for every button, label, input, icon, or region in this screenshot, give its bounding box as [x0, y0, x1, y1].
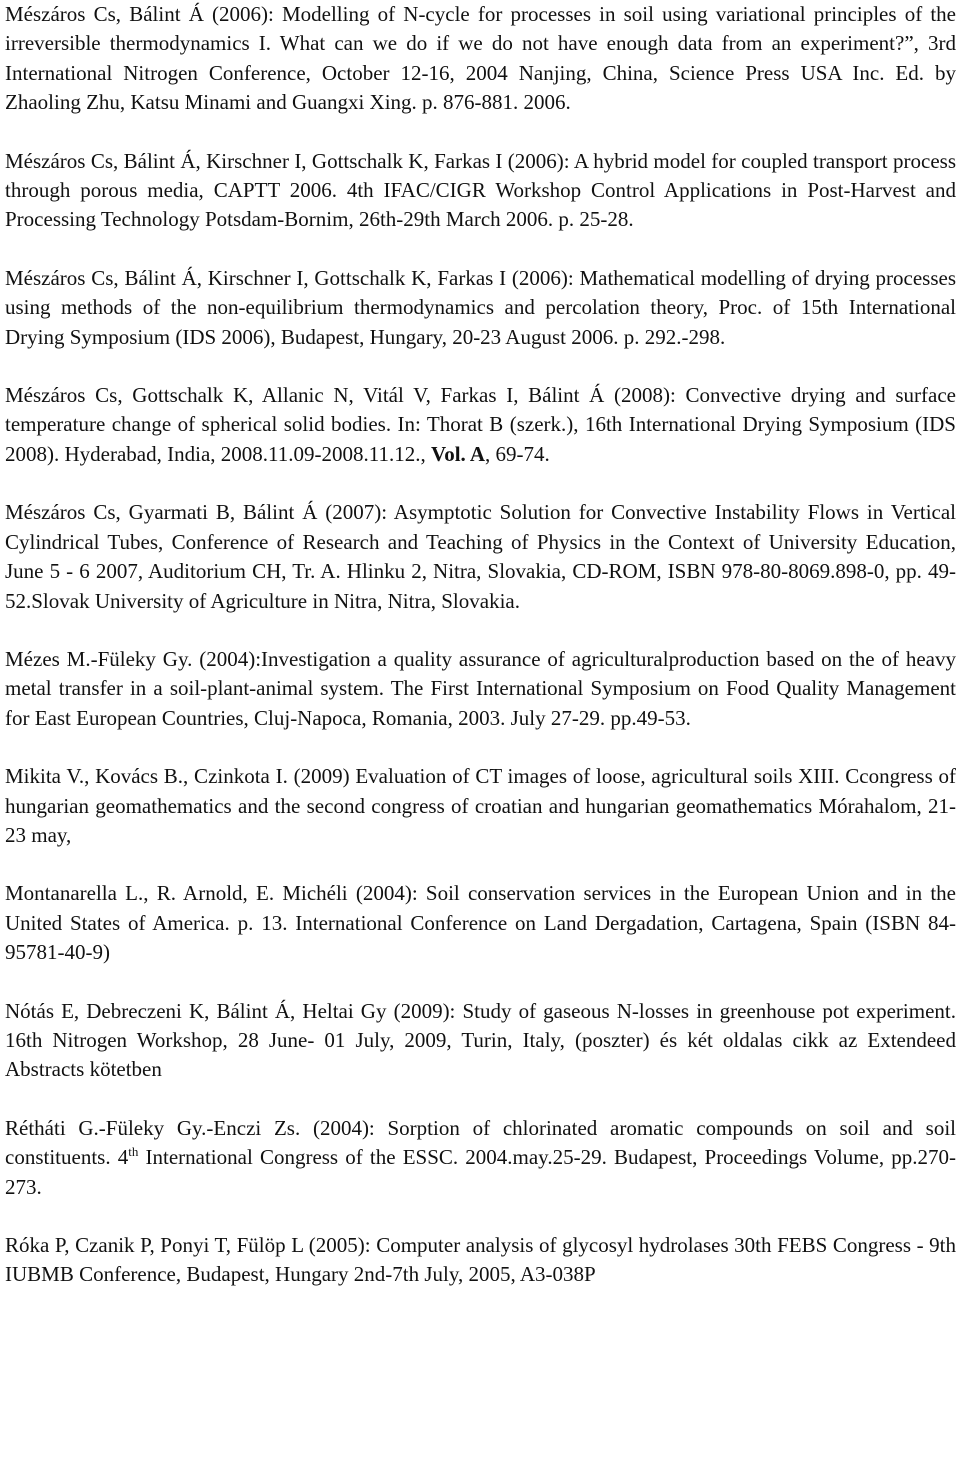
reference-entry: Mézes M.-Füleky Gy. (2004):Investigation a quality assurance of agriculturalproduction based on the of heavy metal transfer in a soil-plant-animal system. The First International Symposium on Food Quality Management for East European Countries, Cluj-Napoca, Romania, 2003. July 27-29. pp.49-53.: [5, 646, 956, 730]
ordinal-superscript: th: [128, 1144, 139, 1160]
reference-entry: Nótás E, Debreczeni K, Bálint Á, Heltai Gy (2009): Study of gaseous N-losses in greenhouse pot experiment. 16th Nitrogen Workshop, 28 June- 01 July, 2009, Turin, Italy, (poszter) és két oldalas cikk az Extendeed Abstracts kötetben: [5, 998, 956, 1082]
reference-entry: [5, 1114, 956, 1202]
reference-entry: Mészáros Cs, Gyarmati B, Bálint Á (2007): Asymptotic Solution for Convective Instability Flows in Vertical Cylindrical Tubes, Conference of Research and Teaching of Physics in the Context of University Education, June 5 - 6 2007, Auditorium CH, Tr. A. Hlinku 2, Nitra, Slovakia, CD-ROM, ISBN 978-80-8069.898-0, pp. 49-52.Slovak University of Agriculture in Nitra, Nitra, Slovakia.: [5, 500, 956, 613]
reference-pages: , 69-74.: [485, 441, 550, 466]
reference-text-tail: International Congress of the ESSC. 2004.may.25-29. Budapest, Proceedings Volume, pp.270-273.: [5, 1145, 957, 1199]
reference-text: Rétháti G.-Füleky Gy.-Enczi Zs. (2004): Sorption of chlorinated aromatic compounds on soil and soil constituents. 4: [5, 1115, 956, 1170]
reference-entry: Montanarella L., R. Arnold, E. Michéli (2004): Soil conservation services in the European Union and in the United States of America. p. 13. International Conference on Land Dergadation, Cartagena, Spain (ISBN 84-95781-40-9): [5, 881, 956, 965]
reference-volume: Vol. A: [430, 441, 486, 466]
reference-entry: Róka P, Czanik P, Ponyi T, Fülöp L (2005): Computer analysis of glycosyl hydrolases 30th FEBS Congress - 9th IUBMB Conference, Budapest, Hungary 2nd-7th July, 2005, A3-038P: [5, 1233, 956, 1287]
reference-list: [5, 0, 956, 1290]
reference-entry: [5, 381, 956, 469]
reference-entry: Mikita V., Kovács B., Czinkota I. (2009) Evaluation of CT images of loose, agricultural soils XIII. Ccongress of hungarian geomathematics and the second congress of croatian and hungarian geomathematics Mórahalom, 21-23 may,: [5, 764, 956, 847]
reference-entry: Mészáros Cs, Bálint Á, Kirschner I, Gottschalk K, Farkas I (2006): A hybrid model for coupled transport process through porous media, CAPTT 2006. 4th IFAC/CIGR Workshop Control Applications in Post-Harvest and Processing Technology Potsdam-Bornim, 26th-29th March 2006. p. 25-28.: [5, 148, 956, 232]
reference-entry: Mészáros Cs, Bálint Á, Kirschner I, Gottschalk K, Farkas I (2006): Mathematical modelling of drying processes using methods of the non-equilibrium thermodynamics and percolation theory, Proc. of 15th International Drying Symposium (IDS 2006), Budapest, Hungary, 20-23 August 2006. p. 292.-298.: [5, 265, 956, 349]
reference-entry: Mészáros Cs, Bálint Á (2006): Modelling of N-cycle for processes in soil using variational principles of the irreversible thermodynamics I. What can we do if we do not have enough data from an experiment?”, 3rd International Nitrogen Conference, October 12-16, 2004 Nanjing, China, Science Press USA Inc. Ed. by Zhaoling Zhu, Katsu Minami and Guangxi Xing. p. 876-881. 2006.: [5, 2, 956, 115]
reference-text: Mészáros Cs, Gottschalk K, Allanic N, Vitál V, Farkas I, Bálint Á (2008): Convective drying and surface temperature change of spherical solid bodies. In: Thorat B (szerk.), 16th International Drying Symposium (IDS 2008). Hyderabad, India, 2008.11.09-2008.11.12.,: [5, 383, 956, 466]
